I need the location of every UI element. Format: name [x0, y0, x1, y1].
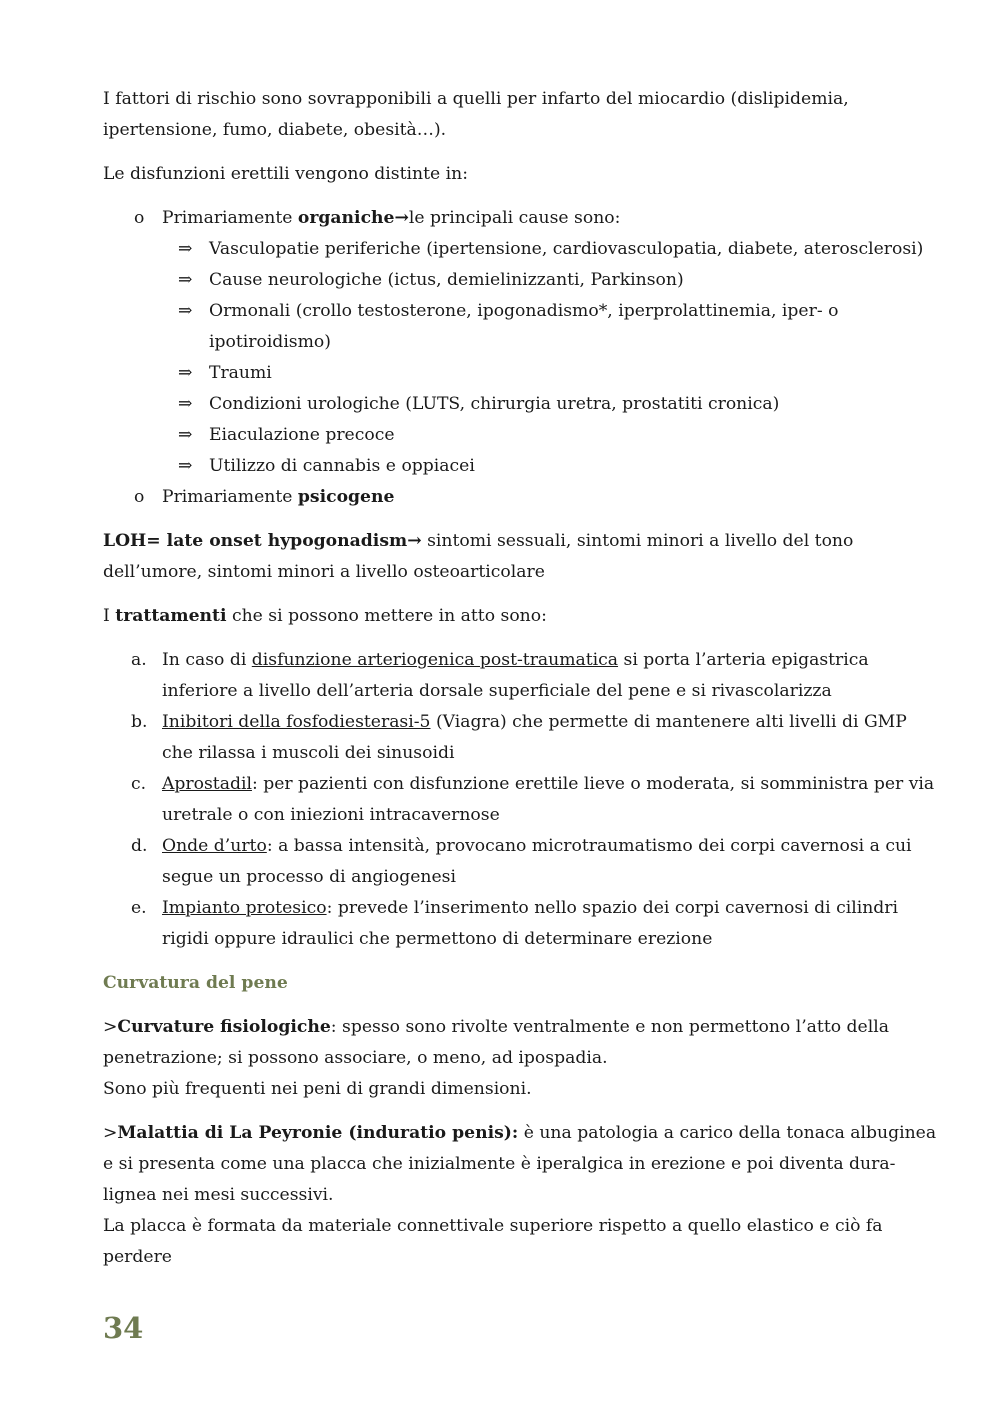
list-item: ⇒ Traumi: [162, 358, 938, 389]
arrow-icon: →: [407, 531, 422, 551]
bullet-marker: o: [134, 487, 145, 507]
list-item: ⇒ Vasculopatie periferiche (ipertensione, cardiovasculopatia, diabete, aterosclerosi): [162, 234, 938, 265]
term-trattamenti: trattamenti: [115, 606, 227, 626]
paragraph-risk-factors: I fattori di rischio sono sovrapponibili a quelli per infarto del miocardio (dislipidemia, ipertensione, fumo, diabete, obesità…).: [103, 89, 849, 140]
implies-arrow-icon: ⇒: [178, 239, 193, 259]
paragraph-loh: LOH= late onset hypogonadism→ sintomi sessuali, sintomi minori a livello del tono dell’umore, sintomi minori a livello osteoarticolare: [103, 531, 854, 582]
section-heading: Curvatura del pene: [103, 973, 288, 993]
implies-arrow-icon: ⇒: [178, 270, 193, 290]
list-item: ⇒ Ormonali (crollo testosterone, ipogonadismo*, iperprolattinemia, iper- o ipotiroidismo): [162, 296, 938, 358]
implies-arrow-icon: ⇒: [178, 425, 193, 445]
term-psicogene: psicogene: [297, 487, 395, 507]
arrow-icon: →: [394, 208, 409, 228]
list-item-treatment: b. Inibitori della fosfodiesterasi-5 (Viagra) che permette di mantenere alti livelli di GMP che rilassa i muscoli dei sinusoidi: [131, 712, 907, 763]
page-number: 34: [103, 1311, 144, 1345]
list-item: ⇒ Eiaculazione precoce: [162, 420, 938, 451]
term-peyronie: Malattia di La Peyronie (induratio penis):: [117, 1123, 519, 1143]
implies-arrow-icon: ⇒: [178, 301, 193, 321]
list-item-treatment: e. Impianto protesico: prevede l’inserimento nello spazio dei corpi cavernosi di cilindri rigidi oppure idraulici che permettono di determinare erezione: [131, 898, 899, 949]
paragraph-curvature: >Curvature fisiologiche: spesso sono rivolte ventralmente e non permettono l’atto della penetrazione; si possono associare, o meno, ad ipospadia. Sono più frequenti nei peni di grandi dimensioni.: [103, 1017, 889, 1099]
list-item-organic: o Primariamente organiche→le principali cause sono: ⇒ Vasculopatie periferiche (ipertensione, cardiovasculopatia, diabete, aterosclerosi) ⇒ Cause neurologiche (ictus, demielinizzanti, Parkinson) ⇒ Ormonali (crollo testosterone, ipogonadismo*, iperprolattinemia, iper- o ipotiroidismo) ⇒ Traumi ⇒ Condizioni urologiche (LUTS, chirurgia uretra, prostatiti cronica) ⇒ Eiaculazione precoce ⇒ Utilizzo di cannabis e oppiacei: [103, 203, 938, 482]
term-loh: LOH= late onset hypogonadism: [103, 531, 408, 551]
list-item-treatment: c. Aprostadil: per pazienti con disfunzione erettile lieve o moderata, si somministra per via uretrale o con iniezioni intracavernose: [131, 774, 935, 825]
paragraph-ed-types-intro: Le disfunzioni erettili vengono distinte in:: [103, 164, 468, 184]
implies-arrow-icon: ⇒: [178, 363, 193, 383]
treatments-list: [103, 645, 938, 955]
paragraph-treatments-intro: I trattamenti che si possono mettere in atto sono:: [103, 606, 547, 626]
list-item: ⇒ Condizioni urologiche (LUTS, chirurgia uretra, prostatiti cronica): [162, 389, 938, 420]
list-item-psychogenic: o Primariamente psicogene: [103, 482, 938, 513]
term-curvature: Curvature fisiologiche: [117, 1017, 331, 1037]
implies-arrow-icon: ⇒: [178, 394, 193, 414]
list-item: ⇒ Cause neurologiche (ictus, demielinizzanti, Parkinson): [162, 265, 938, 296]
ed-types-list: [103, 203, 938, 513]
paragraph-peyronie: >Malattia di La Peyronie (induratio penis): è una patologia a carico della tonaca albuginea e si presenta come una placca che inizialmente è iperalgica in erezione e poi diventa dura-lignea nei mesi successivi. La placca è formata da materiale connettivale superiore rispetto a quello elastico e ciò fa perdere: [103, 1123, 937, 1267]
list-item-treatment: d. Onde d’urto: a bassa intensità, provocano microtraumatismo dei corpi cavernosi a cui segue un processo di angiogenesi: [131, 836, 912, 887]
term-organiche: organiche: [297, 208, 395, 228]
list-item: ⇒ Utilizzo di cannabis e oppiacei: [162, 451, 938, 482]
list-item-treatment: a. In caso di disfunzione arteriogenica post-traumatica si porta l’arteria epigastrica inferiore a livello dell’arteria dorsale superficiale del pene e si rivascolarizza: [131, 650, 869, 701]
bullet-marker: o: [134, 208, 145, 228]
implies-arrow-icon: ⇒: [178, 456, 193, 476]
organic-causes-list: [162, 234, 938, 482]
